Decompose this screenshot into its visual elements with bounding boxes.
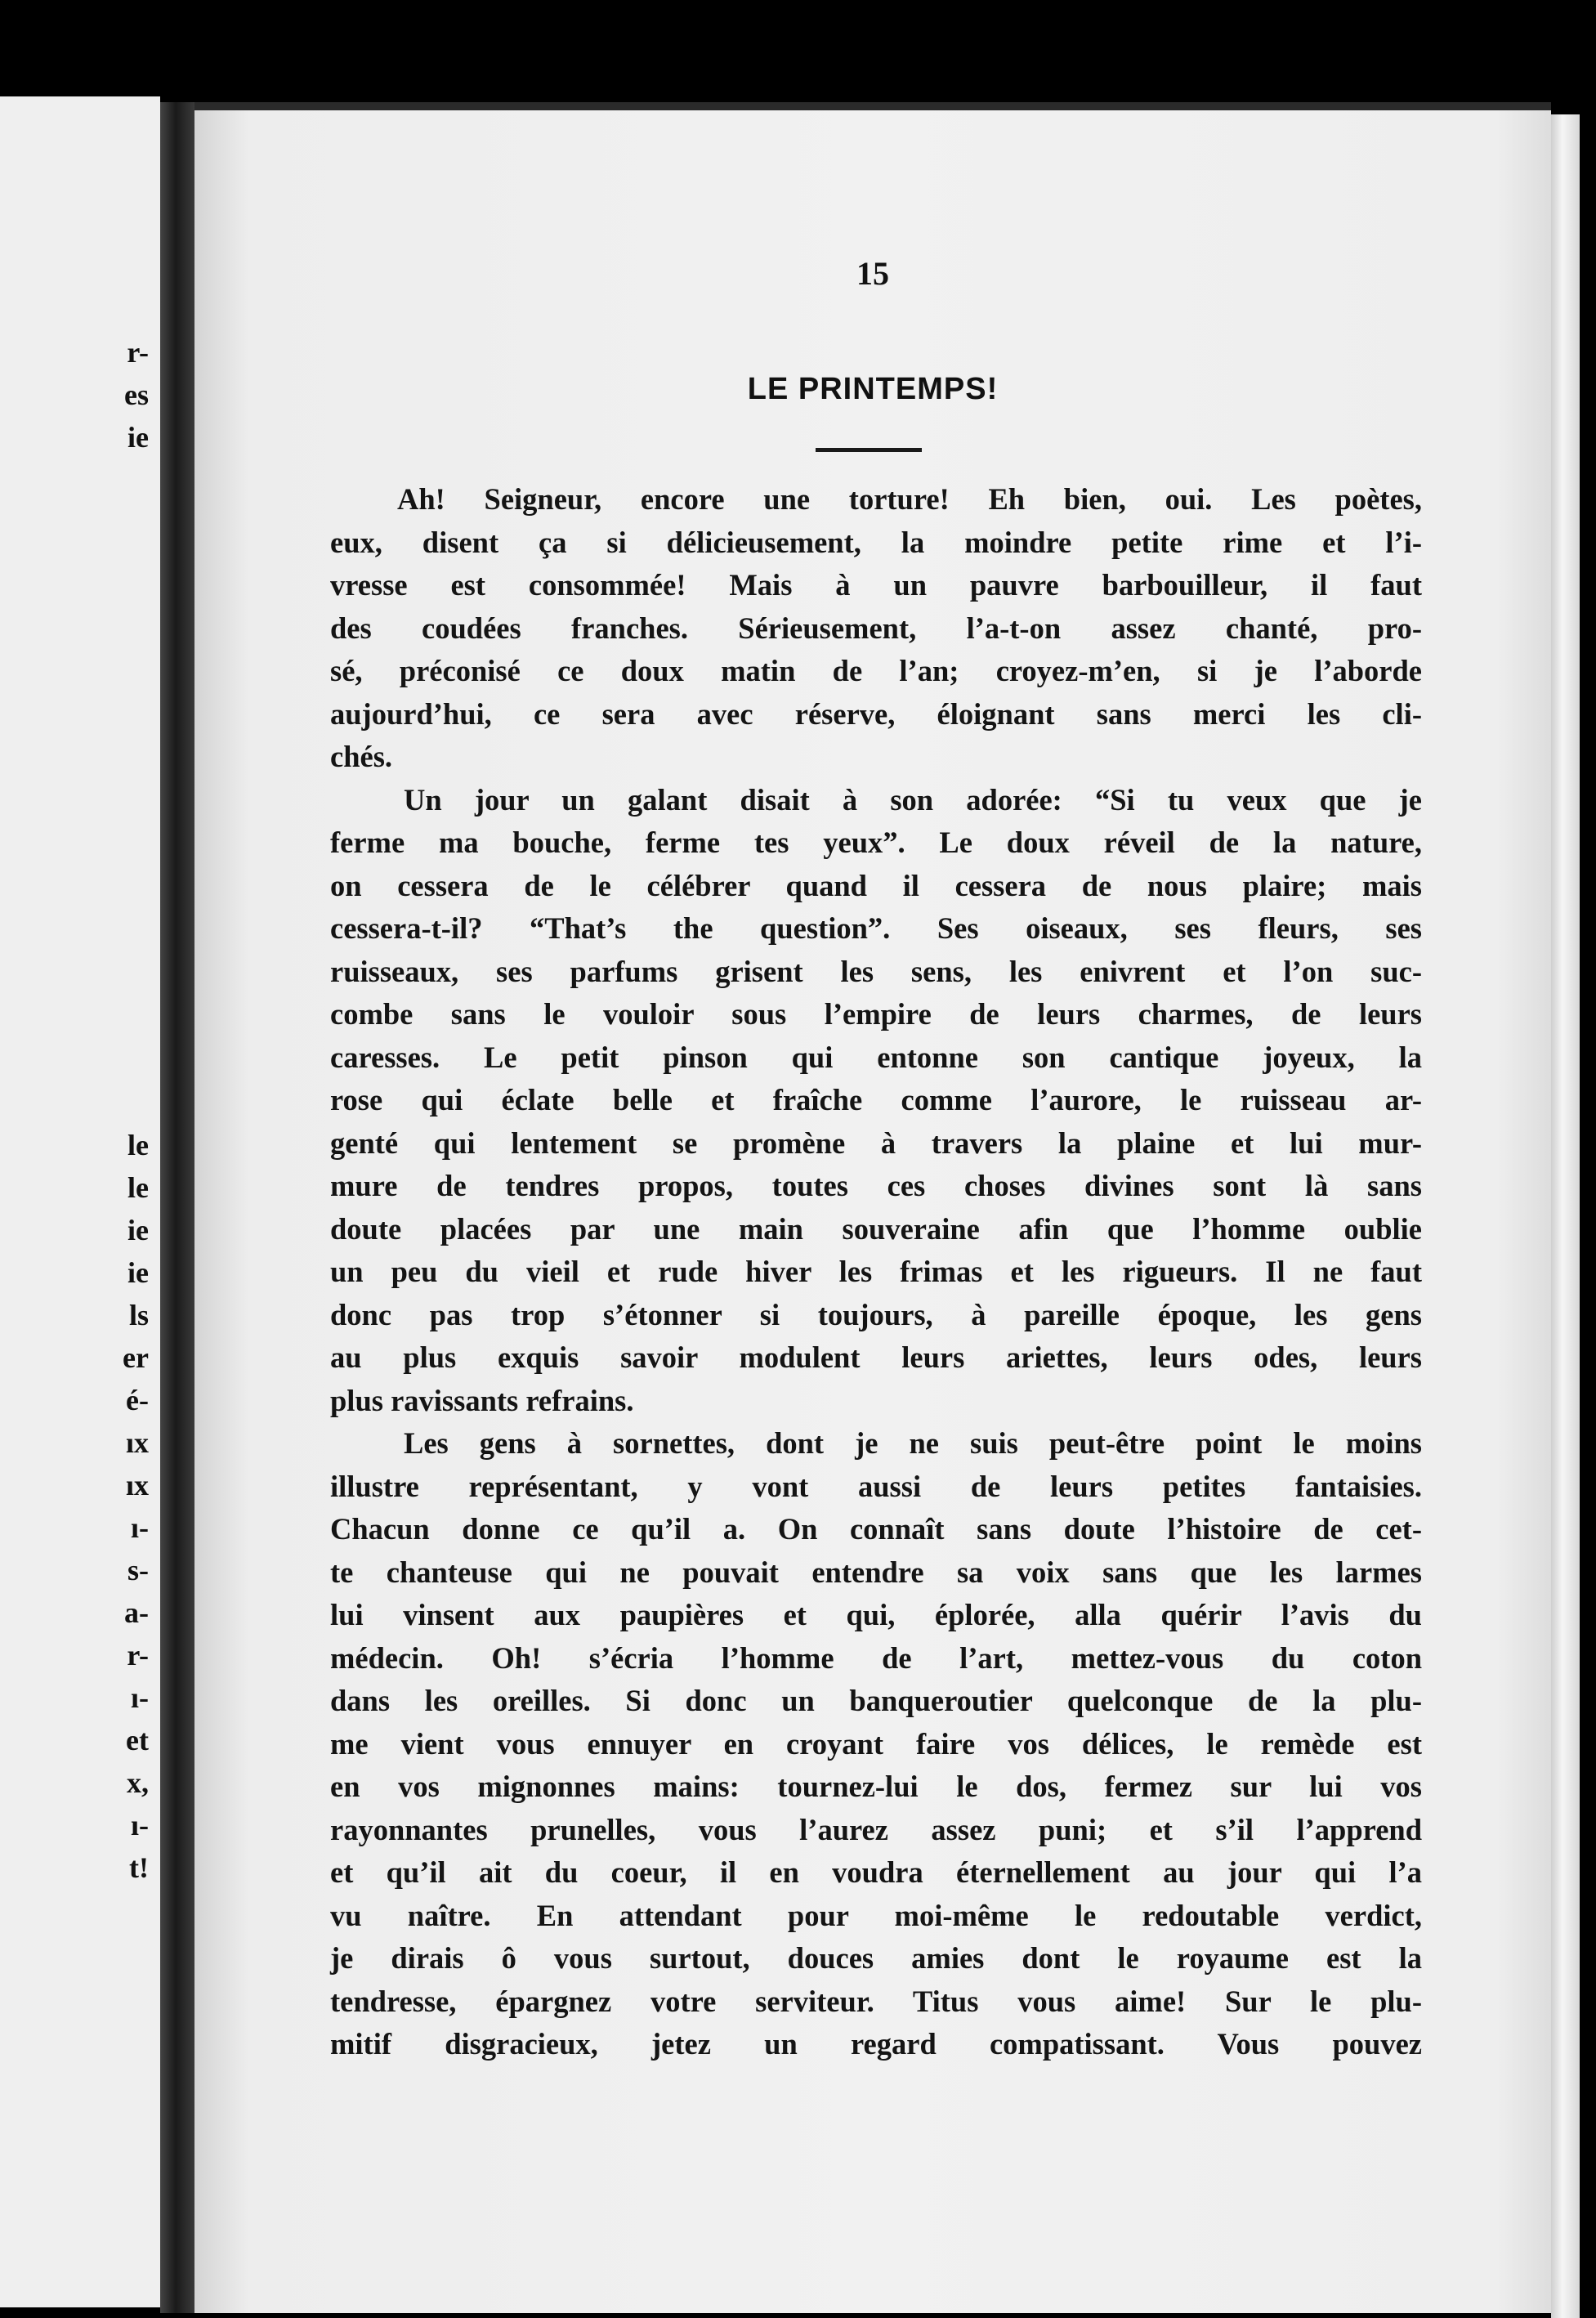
text-line: on cessera de le célébrer quand il cessera de nous plaire; mais xyxy=(330,868,1422,902)
page-number: 15 xyxy=(856,255,889,292)
text-line: des coudées franches. Sérieusement, l’a-t-on assez chanté, pro- xyxy=(330,611,1422,645)
text-line: mure de tendres propos, toutes ces choses divines sont là sans xyxy=(330,1169,1422,1202)
text-line: genté qui lentement se promène à travers la plaine et lui mur- xyxy=(330,1125,1422,1160)
text-line: vu naître. En attendant pour moi-même le redoutable verdict, xyxy=(330,1898,1422,1932)
left-fragment: a- xyxy=(124,1596,149,1629)
left-fragment: le xyxy=(127,1129,149,1161)
text-line: doute placées par une main souveraine afin que l’homme oublie xyxy=(330,1211,1422,1246)
left-fragment: ie xyxy=(127,421,149,454)
text-line: et qu’il ait du coeur, il en voudra éternellement au jour qui l’a xyxy=(330,1855,1422,1889)
text-line: Ah! Seigneur, encore une torture! Eh bien, oui. Les poètes, xyxy=(397,482,1422,516)
text-line: je dirais ô vous surtout, douces amies dont le royaume est la xyxy=(330,1941,1422,1975)
left-fragment: é- xyxy=(126,1384,149,1416)
text-line: cessera-t-il? “That’s the question”. Ses oiseaux, ses fleurs, ses xyxy=(330,911,1422,945)
text-line: sé, préconisé ce doux matin de l’an; croyez-m’en, si je l’aborde xyxy=(330,654,1422,687)
left-fragment: r- xyxy=(127,1639,149,1671)
text-line: médecin. Oh! s’écria l’homme de l’art, mettez-vous du coton xyxy=(330,1640,1422,1675)
text-line: ferme ma bouche, ferme tes yeux”. Le doux réveil de la nature, xyxy=(330,826,1422,859)
text-line: tendresse, épargnez votre serviteur. Titus vous aime! Sur le plu- xyxy=(330,1984,1422,2018)
left-fragment: ı- xyxy=(131,1681,149,1714)
text-line: me vient vous ennuyer en croyant faire vos délices, le remède est xyxy=(330,1726,1422,1761)
text-line: dans les oreilles. Si donc un banqueroutier quelconque de la plu- xyxy=(330,1684,1422,1717)
left-fragment: ı- xyxy=(131,1511,149,1544)
text-line: un peu du vieil et rude hiver les frimas et les rigueurs. Il ne faut xyxy=(330,1255,1422,1288)
text-line: ruisseaux, ses parfums grisent les sens, les enivrent et l’on suc- xyxy=(330,954,1422,988)
page-title: LE PRINTEMPS! xyxy=(747,372,999,406)
left-fragment: ie xyxy=(127,1256,149,1289)
text-line: combe sans le vouloir sous l’empire de leurs charmes, de leurs xyxy=(330,997,1422,1031)
left-fragment: ı- xyxy=(131,1809,149,1841)
left-fragment: s- xyxy=(127,1554,149,1586)
text-line: plus ravissants refrains. xyxy=(330,1383,634,1417)
text-line: Un jour un galant disait à son adorée: “Si tu veux que je xyxy=(404,782,1422,817)
text-line: aujourd’hui, ce sera avec réserve, éloignant sans merci les cli- xyxy=(330,696,1422,731)
text-line: illustre représentant, y vont aussi de leurs petites fantaisies. xyxy=(330,1469,1422,1503)
left-fragment: le xyxy=(127,1171,149,1204)
left-fragment: et xyxy=(126,1724,149,1756)
text-line: caresses. Le petit pinson qui entonne son cantique joyeux, la xyxy=(330,1040,1422,1074)
left-page xyxy=(0,96,160,2307)
text-line: rose qui éclate belle et fraîche comme l’aurore, le ruisseau ar- xyxy=(330,1083,1422,1116)
page-edge xyxy=(1551,114,1580,2318)
left-fragment: x, xyxy=(127,1766,149,1799)
page-top-shadow xyxy=(194,102,1551,110)
left-fragment: er xyxy=(123,1341,149,1374)
left-fragment: ıx xyxy=(125,1469,149,1501)
text-line: vresse est consommée! Mais à un pauvre barbouilleur, il faut xyxy=(330,568,1422,602)
text-line: chés. xyxy=(330,740,393,773)
title-rule xyxy=(816,448,922,452)
left-fragment: ıx xyxy=(125,1426,149,1459)
text-line: en vos mignonnes mains: tournez-lui le dos, fermez sur lui vos xyxy=(330,1770,1422,1803)
text-line: donc pas trop s’étonner si toujours, à pareille époque, les gens xyxy=(330,1297,1422,1331)
book-spine xyxy=(160,102,194,2313)
left-fragment: ie xyxy=(127,1214,149,1246)
text-line: te chanteuse qui ne pouvait entendre sa voix sans que les larmes xyxy=(330,1555,1422,1589)
body-text xyxy=(330,478,1422,2066)
text-line: Les gens à sornettes, dont je ne suis peut-être point le moins xyxy=(404,1426,1422,1460)
text-line: lui vinsent aux paupières et qui, éplorée, alla quérir l’avis du xyxy=(330,1598,1422,1631)
text-line: au plus exquis savoir modulent leurs ariettes, leurs odes, leurs xyxy=(330,1340,1422,1374)
text-line: eux, disent ça si délicieusement, la moindre petite rime et l’i- xyxy=(330,525,1422,559)
text-line: mitif disgracieux, jetez un regard compatissant. Vous pouvez xyxy=(330,2027,1422,2061)
left-fragment: ls xyxy=(128,1299,149,1331)
text-line: rayonnantes prunelles, vous l’aurez assez puni; et s’il l’apprend xyxy=(330,1812,1422,1846)
left-fragment: es xyxy=(124,378,149,411)
left-fragment: t! xyxy=(129,1851,149,1884)
text-line: Chacun donne ce qu’il a. On connaît sans doute l’histoire de cet- xyxy=(330,1512,1422,1546)
right-page xyxy=(194,102,1551,2313)
left-fragment: r- xyxy=(127,336,149,369)
